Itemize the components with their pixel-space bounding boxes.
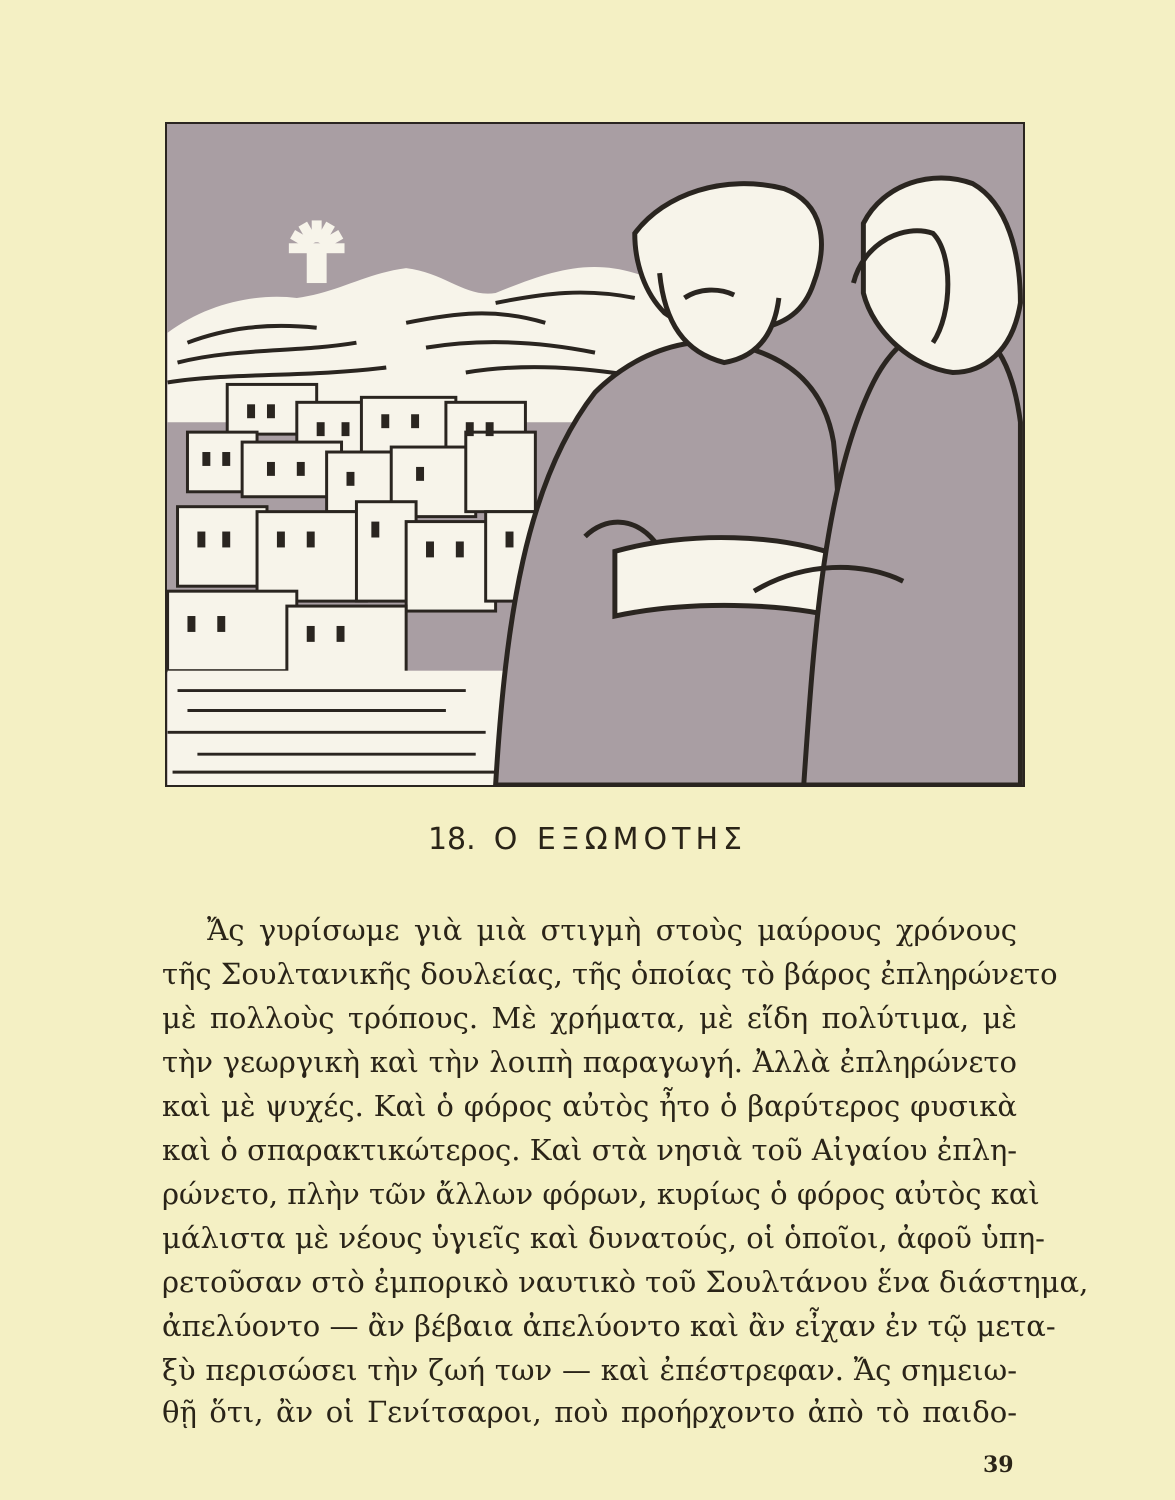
text-line: μὲ πολλοὺς τρόπους. Μὲ χρήματα, μὲ εἴδη πολύτιμα, μὲ: [162, 1001, 1017, 1035]
page-number: 39: [983, 1452, 1014, 1478]
chapter-number: 18.: [427, 822, 476, 857]
text-line: καὶ ὁ σπαρακτικώτερος. Καὶ στὰ νησιὰ τοῦ Αἰγαίου ἐπλη-: [162, 1133, 1017, 1167]
text-line: τὴν γεωργικὴ καὶ τὴν λοιπὴ παραγωγή. Ἀλλὰ ἐπληρώνετο: [162, 1045, 1017, 1079]
text-line: καὶ μὲ ψυχές. Καὶ ὁ φόρος αὐτὸς ἦτο ὁ βαρύτερος φυσικὰ: [162, 1089, 1017, 1123]
body-text: [162, 0, 1089, 1500]
chapter-title: Ο ΕΞΩΜΟΤΗΣ: [493, 822, 748, 857]
text-line: ρώνετο, πλὴν τῶν ἄλλων φόρων, κυρίως ὁ φόρος αὐτὸς καὶ: [162, 1177, 1040, 1211]
text-line: ξὺ περισώσει τὴν ζωή των — καὶ ἐπέστρεφαν. Ἄς σημειω-: [162, 1353, 1017, 1387]
text-line: τῆς Σουλτανικῆς δουλείας, τῆς ὁποίας τὸ βάρος ἐπληρώνετο: [162, 957, 1058, 991]
text-line: μάλιστα μὲ νέους ὑγιεῖς καὶ δυνατούς, οἱ ὁποῖοι, ἀφοῦ ὑπη-: [162, 1221, 1045, 1255]
text-line: Ἄς γυρίσωμε γιὰ μιὰ στιγμὴ στοὺς μαύρους χρόνους: [207, 913, 1017, 947]
text-line: ρετοῦσαν στὸ ἐμπορικὸ ναυτικὸ τοῦ Σουλτάνου ἕνα διάστημα,: [162, 1265, 1089, 1299]
text-line: ἀπελύοντο — ἂν βέβαια ἀπελύοντο καὶ ἂν εἶχαν ἐν τῷ μετα-: [162, 1309, 1056, 1343]
text-line: θῇ ὅτι, ἂν οἱ Γενίτσαροι, ποὺ προήρχοντο ἀπὸ τὸ παιδο-: [162, 1395, 1017, 1429]
